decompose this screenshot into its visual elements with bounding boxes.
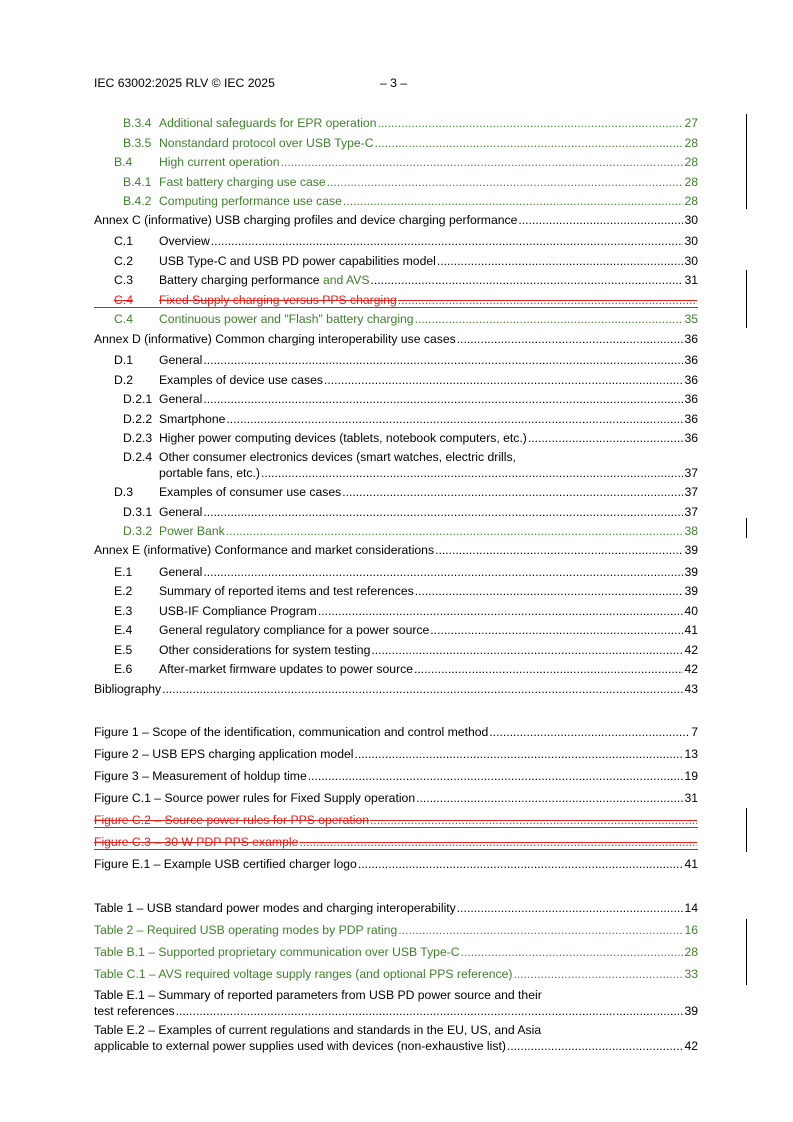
- deletion-underline: [94, 849, 698, 850]
- toc-entry[interactable]: [94, 987, 698, 1021]
- toc-entry-page-number: 42: [684, 1039, 698, 1053]
- change-bar: [746, 270, 747, 328]
- toc-entry[interactable]: [94, 965, 698, 983]
- toc-entry-number: E.3: [114, 604, 133, 618]
- toc-entry[interactable]: [94, 789, 698, 807]
- toc-entry-title: General: [159, 505, 203, 519]
- toc-entry-title: Figure C.2 – Source power rules for PPS operation: [94, 813, 370, 827]
- toc-entry-title: Annex C (informative) USB charging profiles and device charging performance: [94, 213, 518, 227]
- toc-entry-page-number: 7: [691, 725, 698, 739]
- toc-entry-title: Table C.1 – AVS required voltage supply ranges (and optional PPS reference): [94, 967, 513, 981]
- toc-entry-page-number: 28: [684, 136, 698, 150]
- toc-entry-number: C.4: [114, 293, 133, 307]
- toc-entry-page-number: 37: [684, 485, 698, 499]
- dot-leader: [308, 767, 684, 785]
- toc-entry-title: Table B.1 – Supported proprietary communication over USB Type-C: [94, 945, 460, 959]
- toc-entry-title: Figure C.1 – Source power rules for Fixed Supply operation: [94, 791, 416, 805]
- toc-entry[interactable]: [94, 271, 698, 289]
- toc-entry-title: Fixed Supply charging versus PPS charging: [159, 293, 397, 307]
- dot-leader: [430, 621, 683, 639]
- toc-entry-title: Continuous power and "Flash" battery charging: [159, 312, 414, 326]
- dot-leader: [518, 211, 683, 229]
- dot-leader: [457, 330, 684, 348]
- toc-entry-page-number: 33: [684, 967, 698, 981]
- toc-entry[interactable]: [94, 429, 698, 447]
- toc-entry-title-inserted-text: and AVS: [319, 273, 370, 287]
- toc-entry-number: D.2.1: [123, 392, 153, 406]
- toc-entry[interactable]: [94, 449, 698, 483]
- toc-entry-page-number: 28: [684, 155, 698, 169]
- toc-entry[interactable]: [94, 582, 698, 600]
- dot-leader: [226, 522, 684, 540]
- toc-entry-title: applicable to external power supplies used with devices (non-exhaustive list): [94, 1039, 506, 1053]
- dot-leader: [437, 252, 684, 270]
- toc-entry-number: D.3.2: [123, 524, 153, 538]
- toc-entry[interactable]: [94, 899, 698, 917]
- toc-entry-title: Examples of consumer use cases: [159, 485, 342, 499]
- dot-leader: [415, 582, 684, 600]
- toc-entry-title-first-line: Table E.1 – Summary of reported parameters from USB PD power source and their: [94, 988, 542, 1002]
- toc-entry[interactable]: [94, 483, 698, 501]
- toc-entry[interactable]: [94, 503, 698, 521]
- dot-leader: [461, 943, 684, 961]
- toc-entry-page-number: 28: [684, 945, 698, 959]
- toc-entry[interactable]: [94, 855, 698, 873]
- toc-entry-page-number: 36: [684, 353, 698, 367]
- dot-leader: [203, 503, 683, 521]
- toc-entry-title: Table 1 – USB standard power modes and charging interoperability: [94, 901, 456, 915]
- toc-entry-page-number: 39: [684, 584, 698, 598]
- dot-leader: [324, 371, 684, 389]
- dot-leader: [414, 660, 683, 678]
- toc-entry-title: Annex E (informative) Conformance and market considerations: [94, 543, 435, 557]
- dot-leader: [261, 465, 683, 481]
- toc-entry-title: Computing performance use case: [159, 194, 342, 208]
- toc-entry-page-number: 28: [684, 175, 698, 189]
- toc-entry-title: Examples of device use cases: [159, 373, 323, 387]
- toc-entry-title: USB-IF Compliance Program: [159, 604, 317, 618]
- toc-entry[interactable]: [94, 943, 698, 961]
- toc-entry-page-number: 30: [684, 254, 698, 268]
- toc-entry-page-number: 36: [684, 332, 698, 346]
- toc-entry-page-number: 39: [684, 543, 698, 557]
- toc-entry-title: Smartphone: [159, 412, 226, 426]
- toc-entry[interactable]: [94, 153, 698, 171]
- toc-entry-title: Overview: [159, 234, 210, 248]
- header-document-id: IEC 63002:2025 RLV © IEC 2025: [94, 76, 275, 90]
- dot-leader: [377, 114, 683, 132]
- toc-entry-title: Higher power computing devices (tablets, notebook computers, etc.): [159, 431, 527, 445]
- dot-leader: [342, 483, 683, 501]
- toc-entry-number: D.2.4: [123, 450, 153, 464]
- toc-entry-title: test references: [94, 1004, 175, 1018]
- toc-entry-number: C.2: [114, 254, 133, 268]
- dot-leader: [507, 1038, 684, 1054]
- dot-leader: [358, 855, 684, 873]
- toc-entry-title: Nonstandard protocol over USB Type-C: [159, 136, 374, 150]
- toc-entry-number: D.3.1: [123, 505, 153, 519]
- toc-entry[interactable]: [94, 351, 698, 369]
- dot-leader: [370, 271, 683, 289]
- deletion-underline: [94, 307, 698, 308]
- toc-entry-page-number: 41: [684, 857, 698, 871]
- toc-entry-title: Summary of reported items and test references: [159, 584, 414, 598]
- toc-entry-page-number: 42: [684, 662, 698, 676]
- toc-entry-title-first-line: Table E.2 – Examples of current regulations and standards in the EU, US, and Asia: [94, 1023, 542, 1037]
- toc-entry-title: General: [159, 353, 203, 367]
- toc-entry-page-number: 38: [684, 524, 698, 538]
- toc-entry-title: General: [159, 392, 203, 406]
- toc-entry[interactable]: [94, 641, 698, 659]
- toc-entry[interactable]: [94, 522, 698, 540]
- toc-entry-number: B.3.4: [123, 116, 152, 130]
- toc-entry-title-first-line: Other consumer electronics devices (smart watches, electric drills,: [159, 450, 516, 464]
- toc-entry-title: portable fans, etc.): [159, 466, 260, 480]
- toc-entry-number: B.4.2: [123, 194, 152, 208]
- toc-entry[interactable]: [94, 745, 698, 763]
- toc-entry[interactable]: [94, 310, 698, 328]
- toc-entry-page-number: 42: [684, 643, 698, 657]
- dot-leader: [281, 153, 684, 171]
- toc-entry-number: D.3: [114, 485, 133, 499]
- toc-entry-page-number: 31: [684, 791, 698, 805]
- toc-entry-page-number: 36: [684, 392, 698, 406]
- toc-entry-number: B.4: [114, 155, 133, 169]
- dot-leader: [327, 173, 684, 191]
- toc-entry-title: Table 2 – Required USB operating modes by PDP rating: [94, 923, 398, 937]
- toc-entry[interactable]: [94, 602, 698, 620]
- toc-entry-page-number: 36: [684, 373, 698, 387]
- toc-entry-page-number: 37: [684, 505, 698, 519]
- toc-entry-page-number: 31: [684, 273, 698, 287]
- dot-leader: [416, 789, 683, 807]
- dot-leader: [513, 965, 683, 983]
- change-bar: [746, 919, 747, 985]
- toc-entry-number: D.2.3: [123, 431, 153, 445]
- toc-entry[interactable]: [94, 371, 698, 389]
- toc-entry-title: Additional safeguards for EPR operation: [159, 116, 377, 130]
- toc-entry-page-number: 30: [684, 234, 698, 248]
- toc-entry[interactable]: [94, 621, 698, 639]
- toc-entry[interactable]: [94, 232, 698, 250]
- toc-entry-page-number: 39: [684, 1004, 698, 1018]
- toc-entry-title: Figure C.3 – 30 W PDP PPS example: [94, 835, 299, 849]
- dot-leader: [398, 921, 683, 939]
- toc-entry-page-number: 13: [684, 747, 698, 761]
- header-page-number: – 3 –: [380, 76, 408, 90]
- toc-entry[interactable]: [94, 173, 698, 191]
- toc-entry-title: Power Bank: [159, 524, 225, 538]
- dot-leader: [176, 1003, 684, 1019]
- toc-entry[interactable]: [94, 723, 698, 741]
- toc-entry-title: Bibliography: [94, 682, 162, 696]
- dot-leader: [528, 429, 684, 447]
- toc-entry-number: D.2: [114, 373, 133, 387]
- dot-leader: [375, 134, 684, 152]
- toc-entry-number: E.5: [114, 643, 133, 657]
- toc-entry-page-number: 43: [684, 682, 698, 696]
- dot-leader: [415, 310, 684, 328]
- toc-entry-title: Figure 1 – Scope of the identification, communication and control method: [94, 725, 489, 739]
- toc-entry-title: Figure 3 – Measurement of holdup time: [94, 769, 307, 783]
- toc-entry[interactable]: [94, 252, 698, 270]
- toc-entry[interactable]: [94, 767, 698, 785]
- toc-entry-page-number: 19: [684, 769, 698, 783]
- toc-entry[interactable]: [94, 410, 698, 428]
- change-bar: [746, 114, 747, 209]
- toc-entry-title: USB Type-C and USB PD power capabilities model: [159, 254, 436, 268]
- toc-entry-title: Other considerations for system testing: [159, 643, 371, 657]
- toc-entry[interactable]: [94, 330, 698, 348]
- toc-entry-title: Figure 2 – USB EPS charging application model: [94, 747, 354, 761]
- toc-entry-page-number: 27: [684, 116, 698, 130]
- toc-entry-page-number: 37: [684, 466, 698, 480]
- toc-entry-page-number: 39: [684, 565, 698, 579]
- toc-entry-number: E.4: [114, 623, 133, 637]
- toc-entry[interactable]: [94, 660, 698, 678]
- toc-entry[interactable]: [94, 291, 698, 309]
- toc-entry[interactable]: [94, 192, 698, 210]
- dot-leader: [371, 641, 683, 659]
- dot-leader: [211, 232, 684, 250]
- toc-entry-title: After-market firmware updates to power source: [159, 662, 414, 676]
- toc-entry[interactable]: [94, 680, 698, 698]
- toc-entry[interactable]: [94, 833, 698, 851]
- toc-entry-number: D.2.2: [123, 412, 153, 426]
- toc-entry-page-number: 40: [684, 604, 698, 618]
- toc-entry-title: Figure E.1 – Example USB certified charger logo: [94, 857, 357, 871]
- toc-entry-page-number: 36: [684, 412, 698, 426]
- toc-entry-page-number: 35: [684, 312, 698, 326]
- toc-entry-title: Battery charging performance: [159, 273, 320, 287]
- toc-entry-number: B.3.5: [123, 136, 152, 150]
- toc-entry-page-number: 36: [684, 431, 698, 445]
- deletion-underline: [94, 827, 698, 828]
- toc-entry-number: E.6: [114, 662, 133, 676]
- toc-entry-number: C.1: [114, 234, 133, 248]
- toc-entry-number: E.1: [114, 565, 133, 579]
- dot-leader: [226, 410, 683, 428]
- toc-entry-page-number: 16: [684, 923, 698, 937]
- dot-leader: [203, 390, 683, 408]
- change-bar: [746, 518, 747, 538]
- toc-entry-title: High current operation: [159, 155, 280, 169]
- toc-entry[interactable]: [94, 211, 698, 229]
- dot-leader: [203, 351, 683, 369]
- dot-leader: [489, 723, 690, 741]
- toc-entry[interactable]: [94, 563, 698, 581]
- toc-entry[interactable]: [94, 811, 698, 829]
- dot-leader: [162, 680, 683, 698]
- toc-entry-number: B.4.1: [123, 175, 152, 189]
- toc-entry[interactable]: [94, 1022, 698, 1056]
- toc-entry-title: Fast battery charging use case: [159, 175, 326, 189]
- change-bar: [746, 808, 747, 852]
- toc-entry-page-number: 14: [684, 901, 698, 915]
- toc-entry-page-number: 30: [684, 213, 698, 227]
- toc-entry-page-number: 41: [684, 623, 698, 637]
- dot-leader: [203, 563, 683, 581]
- toc-entry-title: General regulatory compliance for a power source: [159, 623, 430, 637]
- page-header: [94, 76, 694, 92]
- toc-entry[interactable]: [94, 390, 698, 408]
- toc-entry-number: D.1: [114, 353, 133, 367]
- dot-leader: [318, 602, 684, 620]
- toc-entry[interactable]: [94, 134, 698, 152]
- toc-entry-page-number: 28: [684, 194, 698, 208]
- dot-leader: [343, 192, 684, 210]
- toc-entry-number: C.4: [114, 312, 133, 326]
- dot-leader: [435, 541, 683, 559]
- toc-entry-title: General: [159, 565, 203, 579]
- dot-leader: [354, 745, 683, 763]
- toc-entry-number: E.2: [114, 584, 133, 598]
- toc-entry[interactable]: [94, 541, 698, 559]
- toc-entry[interactable]: [94, 921, 698, 939]
- dot-leader: [457, 899, 684, 917]
- toc-entry-number: C.3: [114, 273, 133, 287]
- toc-entry-title: Annex D (informative) Common charging interoperability use cases: [94, 332, 456, 346]
- toc-entry[interactable]: [94, 114, 698, 132]
